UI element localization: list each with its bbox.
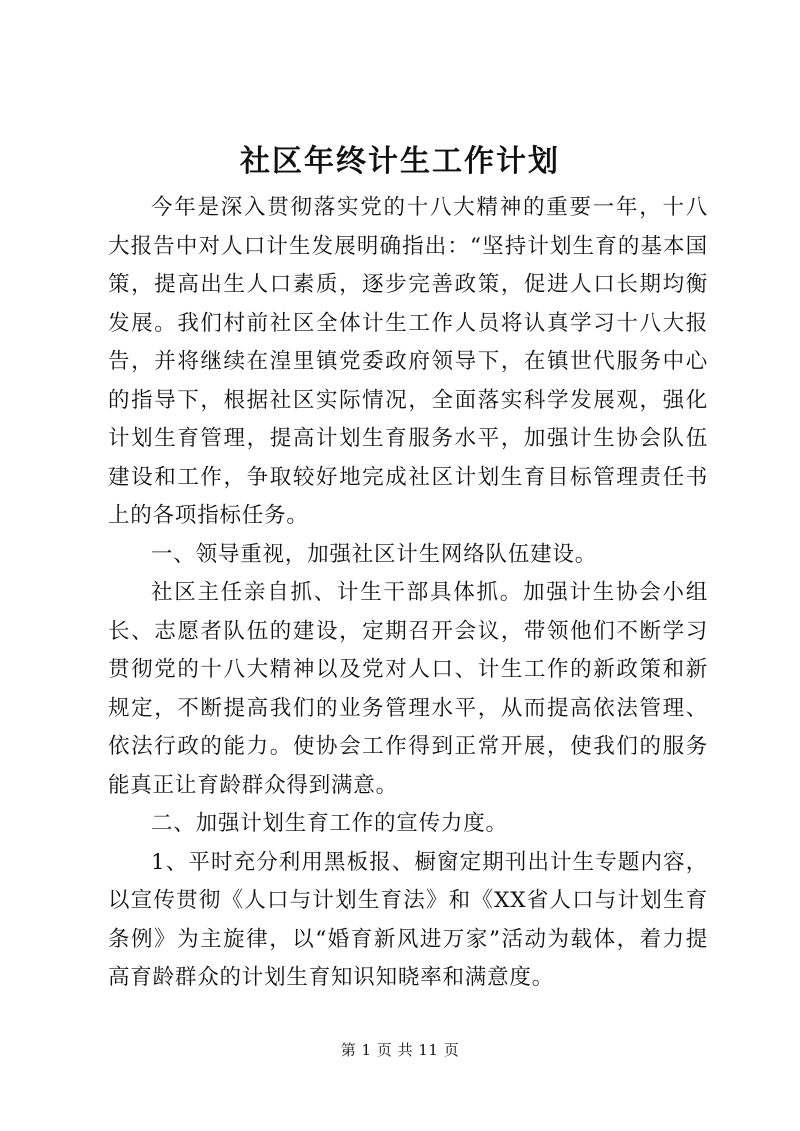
document-title: 社区年终计生工作计划 bbox=[240, 144, 560, 179]
intro-paragraph: 今年是深入贯彻落实党的十八大精神的重要一年，十八大报告中对人口计生发展明确指出：“坚持计划生育的基本国策，提高出生人口素质，逐步完善政策，促进人口长期均衡发展。我们村前社区全体计生工作人员将认真学习十八大报告，并将继续在湟里镇党委政府领导下，在镇世代服务中心的指导下，根据社区实际情况，全面落实科学发展观，强化计划生育管理，提高计划生育服务水平，加强计生协会队伍建设和工作，争取较好地完成社区计划生育目标管理责任书上的各项指标任务。 bbox=[108, 195, 708, 528]
page-footer: 第 1 页 共 11 页 bbox=[340, 1041, 460, 1059]
section-heading-1: 一、领导重视，加强社区计生网络队伍建设。 bbox=[151, 541, 598, 567]
section-heading-2: 二、加强计划生育工作的宣传力度。 bbox=[151, 811, 508, 836]
section-1-paragraph: 社区主任亲自抓、计生干部具体抓。加强计生协会小组长、志愿者队伍的建设，定期召开会议，带领他们不断学习贯彻党的十八大精神以及党对人口、计生工作的新政策和新规定，不断提高我们的业务管理水平，从而提高依法管理、依法行政的能力。使协会工作得到正常开展，使我们的服务能真正让育龄群众得到满意。 bbox=[108, 580, 708, 798]
section-2-item-1: 1、平时充分利用黑板报、橱窗定期刊出计生专题内容，以宣传贯彻《人口与计划生育法》和《XX省人口与计划生育条例》为主旋律，以“婚育新风进万家”活动为载体，着力提高育龄群众的计划生育知识知晓率和满意度。 bbox=[108, 849, 708, 990]
document-body bbox=[108, 189, 708, 998]
